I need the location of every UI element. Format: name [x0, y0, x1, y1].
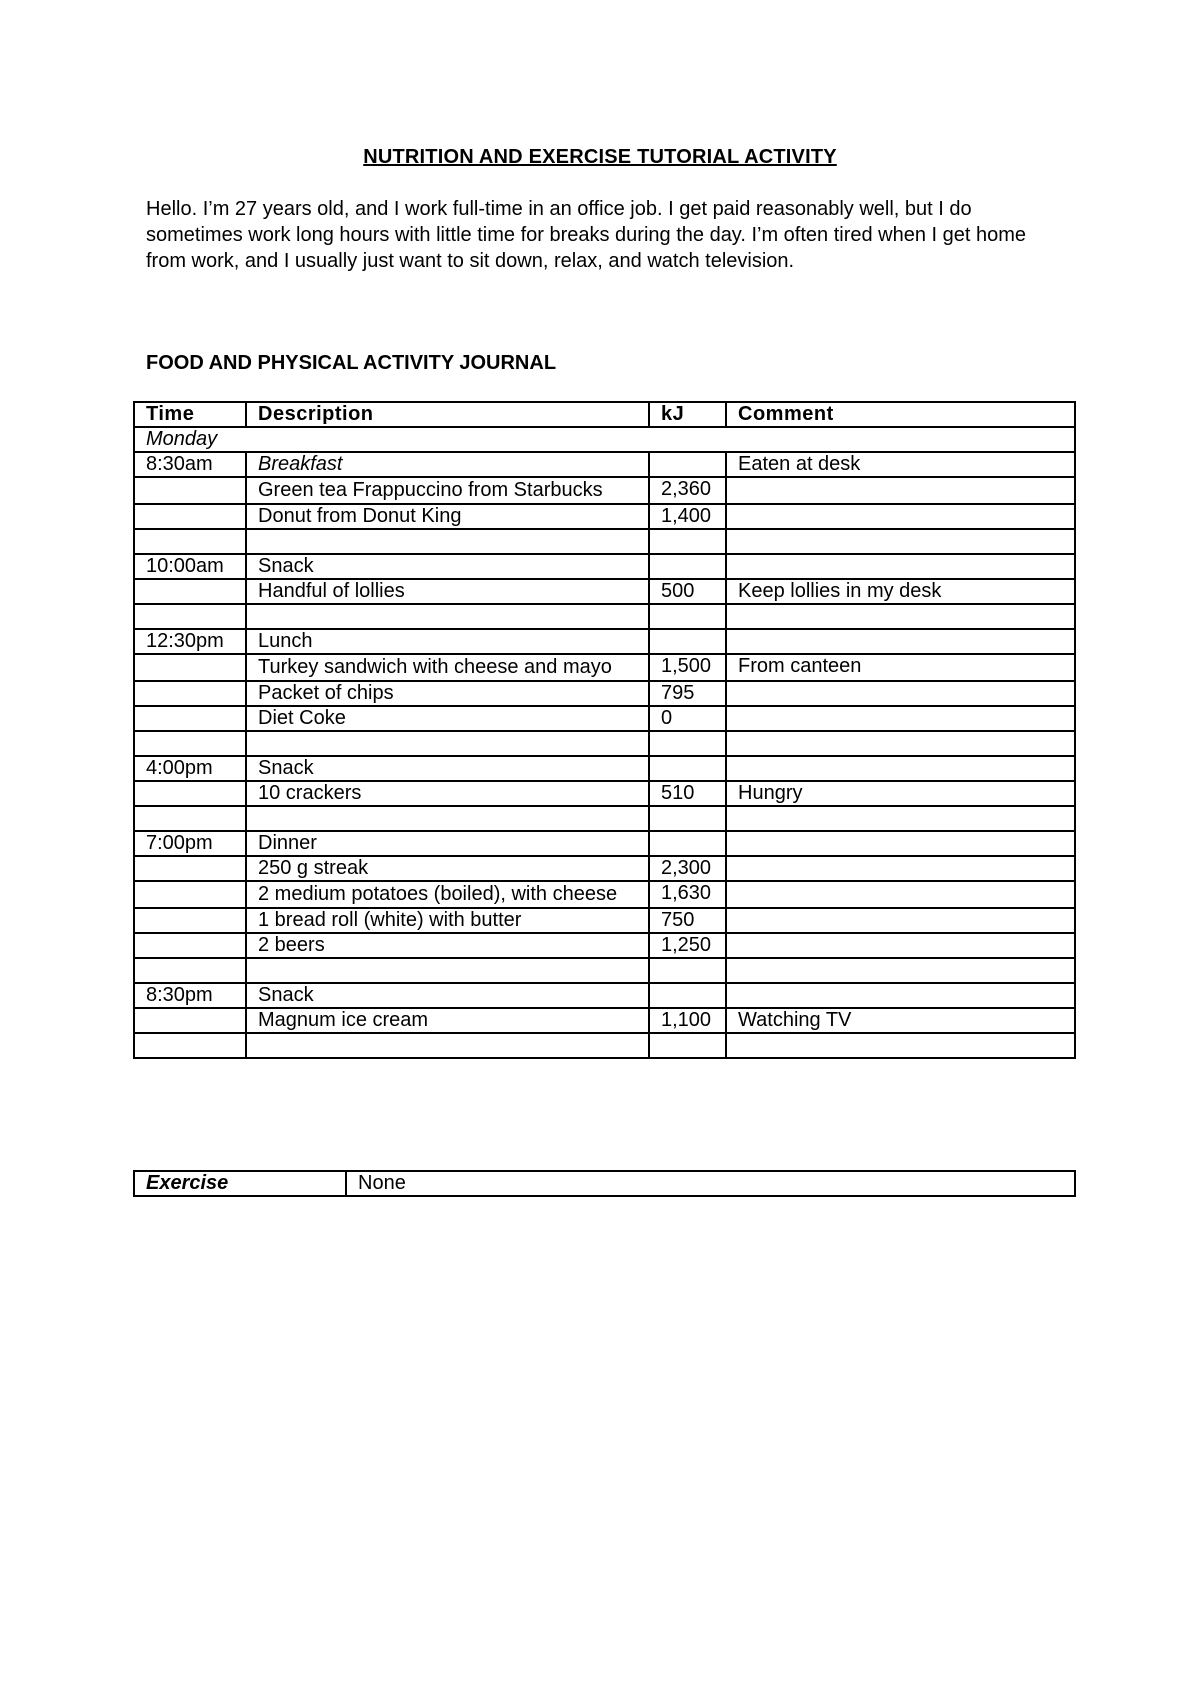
item-comment — [726, 706, 1075, 731]
journal-body — [134, 427, 1075, 1058]
blank-cell — [246, 1033, 649, 1058]
item-comment — [726, 504, 1075, 529]
blank-row — [134, 731, 1075, 756]
blank-cell — [246, 604, 649, 629]
journal-heading: FOOD AND PHYSICAL ACTIVITY JOURNAL — [146, 352, 557, 374]
blank-cell — [246, 806, 649, 831]
food-item-row — [134, 856, 1075, 881]
item-description: 2 beers — [246, 933, 649, 958]
blank-cell — [726, 529, 1075, 554]
food-item-row — [134, 477, 1075, 504]
meal-kj — [649, 831, 726, 856]
meal-time: 8:30pm — [134, 983, 246, 1008]
item-comment: Watching TV — [726, 1008, 1075, 1033]
item-kj: 1,500 — [649, 654, 726, 681]
item-kj: 510 — [649, 781, 726, 806]
meal-name: Dinner — [246, 831, 649, 856]
item-description: 10 crackers — [246, 781, 649, 806]
blank-row — [134, 604, 1075, 629]
meal-header-row — [134, 983, 1075, 1008]
blank-cell — [649, 958, 726, 983]
item-comment: Hungry — [726, 781, 1075, 806]
item-kj: 1,100 — [649, 1008, 726, 1033]
day-row — [134, 427, 1075, 452]
blank-cell — [726, 731, 1075, 756]
exercise-row — [134, 1171, 1075, 1196]
meal-name: Snack — [246, 554, 649, 579]
item-kj: 1,250 — [649, 933, 726, 958]
item-time — [134, 681, 246, 706]
item-comment: From canteen — [726, 654, 1075, 681]
meal-name: Snack — [246, 983, 649, 1008]
meal-time: 7:00pm — [134, 831, 246, 856]
item-kj: 1,400 — [649, 504, 726, 529]
food-item-row — [134, 706, 1075, 731]
blank-cell — [726, 604, 1075, 629]
item-description: Handful of lollies — [246, 579, 649, 604]
item-description: Diet Coke — [246, 706, 649, 731]
food-item-row — [134, 933, 1075, 958]
blank-cell — [726, 806, 1075, 831]
item-time — [134, 856, 246, 881]
item-kj: 2,360 — [649, 477, 726, 504]
item-comment: Keep lollies in my desk — [726, 579, 1075, 604]
meal-name: Lunch — [246, 629, 649, 654]
meal-comment — [726, 554, 1075, 579]
item-description: 250 g streak — [246, 856, 649, 881]
meal-header-row — [134, 452, 1075, 477]
meal-comment: Eaten at desk — [726, 452, 1075, 477]
item-time — [134, 579, 246, 604]
blank-row — [134, 806, 1075, 831]
item-time — [134, 654, 246, 681]
meal-comment — [726, 831, 1075, 856]
food-item-row — [134, 681, 1075, 706]
item-description: Magnum ice cream — [246, 1008, 649, 1033]
blank-cell — [134, 731, 246, 756]
item-time — [134, 933, 246, 958]
blank-cell — [726, 1033, 1075, 1058]
item-time — [134, 908, 246, 933]
header-description: Description — [246, 402, 649, 427]
blank-row — [134, 958, 1075, 983]
item-description: 2 medium potatoes (boiled), with cheese — [246, 881, 649, 908]
blank-cell — [649, 1033, 726, 1058]
meal-time: 8:30am — [134, 452, 246, 477]
blank-cell — [726, 958, 1075, 983]
meal-kj — [649, 756, 726, 781]
meal-time: 4:00pm — [134, 756, 246, 781]
item-description: Green tea Frappuccino from Starbucks — [246, 477, 649, 504]
header-comment: Comment — [726, 402, 1075, 427]
meal-header-row — [134, 831, 1075, 856]
journal-header-row — [134, 402, 1075, 427]
meal-kj — [649, 452, 726, 477]
item-description: 1 bread roll (white) with butter — [246, 908, 649, 933]
blank-cell — [134, 958, 246, 983]
item-time — [134, 781, 246, 806]
blank-cell — [134, 604, 246, 629]
item-kj: 1,630 — [649, 881, 726, 908]
item-kj: 500 — [649, 579, 726, 604]
meal-header-row — [134, 554, 1075, 579]
blank-cell — [649, 731, 726, 756]
meal-name: Breakfast — [246, 452, 649, 477]
blank-cell — [134, 806, 246, 831]
item-time — [134, 504, 246, 529]
item-kj: 750 — [649, 908, 726, 933]
food-item-row — [134, 579, 1075, 604]
food-journal-table — [133, 401, 1076, 1059]
header-time: Time — [134, 402, 246, 427]
blank-cell — [246, 731, 649, 756]
header-kj: kJ — [649, 402, 726, 427]
blank-cell — [134, 1033, 246, 1058]
food-item-row — [134, 881, 1075, 908]
food-item-row — [134, 654, 1075, 681]
blank-cell — [649, 604, 726, 629]
blank-cell — [649, 529, 726, 554]
item-comment — [726, 681, 1075, 706]
exercise-label: Exercise — [134, 1171, 346, 1196]
exercise-value: None — [346, 1171, 1075, 1196]
meal-header-row — [134, 756, 1075, 781]
blank-cell — [649, 806, 726, 831]
item-time — [134, 1008, 246, 1033]
item-comment — [726, 908, 1075, 933]
item-description: Turkey sandwich with cheese and mayo — [246, 654, 649, 681]
item-time — [134, 881, 246, 908]
meal-comment — [726, 983, 1075, 1008]
meal-comment — [726, 629, 1075, 654]
meal-header-row — [134, 629, 1075, 654]
meal-time: 10:00am — [134, 554, 246, 579]
item-comment — [726, 856, 1075, 881]
meal-kj — [649, 983, 726, 1008]
page-title: NUTRITION AND EXERCISE TUTORIAL ACTIVITY — [363, 146, 837, 168]
intro-paragraph: Hello. I’m 27 years old, and I work full-time in an office job. I get paid reasonably well, but I do sometimes work long hours with little time for breaks during the day. I’m often tired when I get home from work, and I usually just want to sit down, relax, and watch television. — [146, 198, 1027, 272]
item-kj: 2,300 — [649, 856, 726, 881]
blank-cell — [246, 958, 649, 983]
blank-cell — [246, 529, 649, 554]
meal-kj — [649, 629, 726, 654]
meal-comment — [726, 756, 1075, 781]
food-item-row — [134, 504, 1075, 529]
item-time — [134, 706, 246, 731]
food-item-row — [134, 781, 1075, 806]
food-item-row — [134, 908, 1075, 933]
blank-cell — [134, 529, 246, 554]
meal-time: 12:30pm — [134, 629, 246, 654]
item-kj: 0 — [649, 706, 726, 731]
blank-row — [134, 1033, 1075, 1058]
blank-row — [134, 529, 1075, 554]
item-comment — [726, 881, 1075, 908]
item-description: Packet of chips — [246, 681, 649, 706]
meal-name: Snack — [246, 756, 649, 781]
meal-kj — [649, 554, 726, 579]
item-comment — [726, 477, 1075, 504]
exercise-table — [133, 1170, 1076, 1197]
item-description: Donut from Donut King — [246, 504, 649, 529]
item-time — [134, 477, 246, 504]
food-item-row — [134, 1008, 1075, 1033]
item-kj: 795 — [649, 681, 726, 706]
day-label: Monday — [134, 427, 1075, 452]
item-comment — [726, 933, 1075, 958]
